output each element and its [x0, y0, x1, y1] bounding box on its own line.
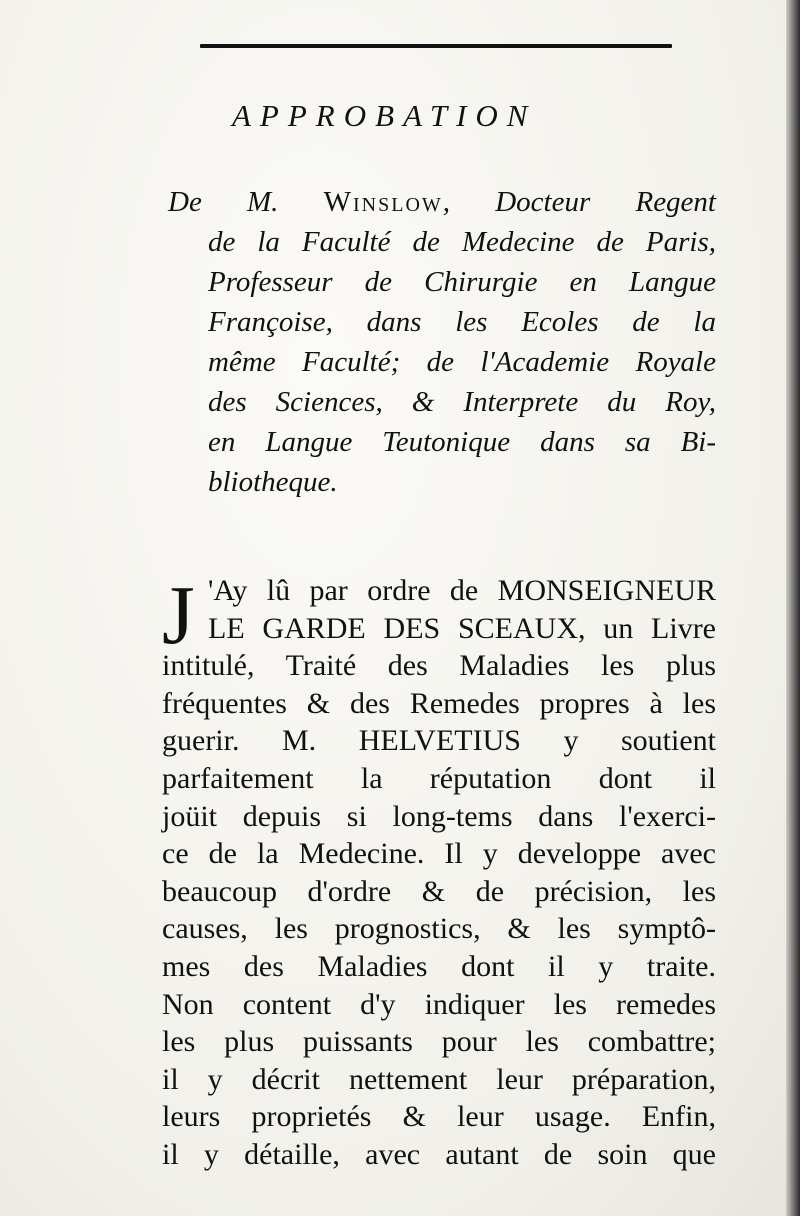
approbation-line-8: bliotheque.: [208, 466, 338, 498]
body-line: Non content d'y indiquer les remedes: [162, 987, 716, 1021]
approbation-line-5: même Faculté; de l'Academie Royale: [208, 346, 716, 378]
approbation-line-2: de la Faculté de Medecine de Paris,: [208, 226, 716, 258]
body-line: intitulé, Traité des Maladies les plus: [162, 649, 716, 683]
body-line: parfaitement la réputation dont il: [162, 761, 716, 795]
body-line: beaucoup d'ordre & de précision, les: [162, 874, 716, 908]
body-line: guerir. M. HELVETIUS y soutient: [162, 724, 716, 758]
body-line: joüit depuis si long-tems dans l'exerci-: [162, 799, 716, 833]
author-name: Winslow: [323, 186, 443, 218]
approbation-line-3: Professeur de Chirurgie en Langue: [208, 266, 716, 298]
body-line: il y décrit nettement leur préparation,: [162, 1062, 716, 1096]
page-title: APPROBATION: [232, 98, 537, 133]
page-gutter-shadow: [786, 0, 800, 1216]
approbation-line-6: des Sciences, & Interprete du Roy,: [208, 386, 716, 418]
body-line: les plus puissants pour les combattre;: [162, 1025, 716, 1059]
drop-cap: J: [162, 569, 195, 662]
header-rule: [200, 44, 672, 48]
body-line: il y détaille, avec autant de soin que: [162, 1137, 716, 1171]
body-line: leurs proprietés & leur usage. Enfin,: [162, 1100, 716, 1134]
body-paragraph: [162, 569, 716, 1174]
body-line: mes des Maladies dont il y traite.: [162, 949, 716, 983]
body-line: LE GARDE DES SCEAUX, un Livre: [208, 611, 716, 645]
body-line: 'Ay lû par ordre de MONSEIGNEUR: [208, 574, 716, 607]
body-line: fréquentes & des Remedes propres à les: [162, 686, 716, 720]
approbation-line-1: De M. Winslow, Docteur Regent: [168, 186, 716, 218]
body-line: ce de la Medecine. Il y developpe avec: [162, 837, 716, 871]
approbation-heading: [168, 182, 716, 502]
approbation-line-7: en Langue Teutonique dans sa Bi-: [208, 426, 716, 458]
approbation-line-4: Françoise, dans les Ecoles de la: [208, 306, 716, 338]
body-line: causes, les prognostics, & les symptô-: [162, 912, 716, 946]
